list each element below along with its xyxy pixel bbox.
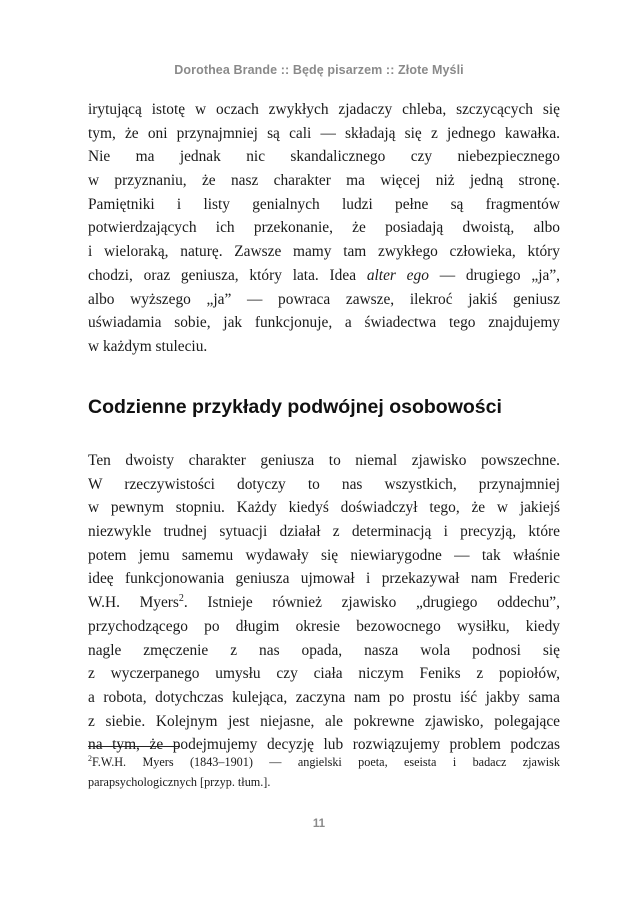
page-number: 11: [312, 818, 326, 830]
text-line: ideę funkcjonowania geniusza ujmował i przekazywał nam Frederic: [88, 570, 560, 588]
text-line: W rzeczywistości dotyczy to nas wszystkich, przynajmniej: [88, 475, 560, 493]
paragraph-1: [88, 98, 560, 359]
text-segment: W.H. Myers: [88, 594, 179, 612]
text-line: w pewnym stopniu. Każdy kiedyś doświadczył tego, że w jakiejś: [88, 499, 560, 517]
text-line: uświadamia sobie, jak funkcjonuje, a świadectwa tego znajdujemy: [88, 314, 560, 332]
text-segment: . Istnieje również zjawisko „drugiego oddechu”,: [183, 594, 560, 612]
text-line: albo wyższego „ja” — powraca zawsze, ilekroć jakiś geniusz: [88, 290, 560, 308]
footnote-line: [88, 752, 560, 772]
text-line: a robota, dotychczas kulejąca, zaczyna nam po prostu iść jakby sama: [88, 688, 560, 706]
text-line: potwierdzających ich przekonanie, że posiadają dwoistą, albo: [88, 219, 560, 237]
text-line: irytującą istotę w oczach zwykłych zjadaczy chleba, szczycących się: [88, 101, 560, 118]
text-line: Pamiętniki i listy genialnych ludzi pełne są fragmentów: [88, 195, 560, 213]
text-line: z siebie. Kolejnym jest niejasne, ale pokrewne zjawisko, polegające: [88, 712, 560, 730]
footnote: [88, 752, 560, 792]
text-line: z wyczerpanego umysłu czy ciała niczym Feniks z popiołów,: [88, 665, 560, 683]
text-line-with-footnote-ref: [88, 591, 560, 615]
text-line: niezwykle trudnej sytuacji działał z determinacją i precyzją, które: [88, 523, 560, 541]
text-line: na tym, że podejmujemy decyzję lub rozwiązujemy problem podczas: [88, 736, 560, 754]
text-segment: chodzi, oraz geniusza, który lata. Idea: [88, 266, 367, 284]
text-line: i wieloraką, naturę. Zawsze mamy tam zwykłego człowieka, który: [88, 243, 560, 261]
section-heading: Codzienne przykłady podwójnej osobowości: [88, 396, 502, 418]
footnote-reference: 2: [178, 593, 184, 604]
text-line: nagle zmęczenie z nas opada, nasza wola podnosi się: [88, 641, 560, 659]
text-line: w każdym stuleciu.: [88, 337, 208, 355]
text-line: Ten dwoisty charakter geniusza to niemal zjawisko powszechne.: [88, 452, 560, 469]
footnote-line: parapsychologicznych [przyp. tłum.].: [88, 775, 271, 789]
running-header: Dorothea Brande :: Będę pisarzem :: Złote Myśli: [174, 63, 464, 77]
footnote-text: F.W.H. Myers (1843–1901) — angielski poeta, eseista i badacz zjawisk: [91, 755, 560, 769]
text-line: przychodzącego po długim okresie bezowocnego wysiłku, kiedy: [88, 617, 560, 635]
footnote-marker: 2: [88, 753, 92, 763]
text-line: tym, że oni przynajmniej są cali — składają się z jednego kawałka.: [88, 124, 560, 142]
text-line: potem jemu samemu wydawały się niewiarygodne — tak właśnie: [88, 546, 560, 564]
text-segment: — drugiego „ja”,: [428, 266, 560, 284]
alter-ego-emphasis: alter ego: [366, 266, 429, 284]
text-line: Nie ma jednak nic skandalicznego czy niebezpiecznego: [88, 148, 560, 166]
paragraph-2: [88, 449, 560, 757]
text-line-with-emphasis: [88, 264, 560, 288]
footnote-separator: [88, 746, 180, 747]
text-line: w przyznaniu, że nasz charakter ma więcej niż jedną stronę.: [88, 172, 560, 190]
